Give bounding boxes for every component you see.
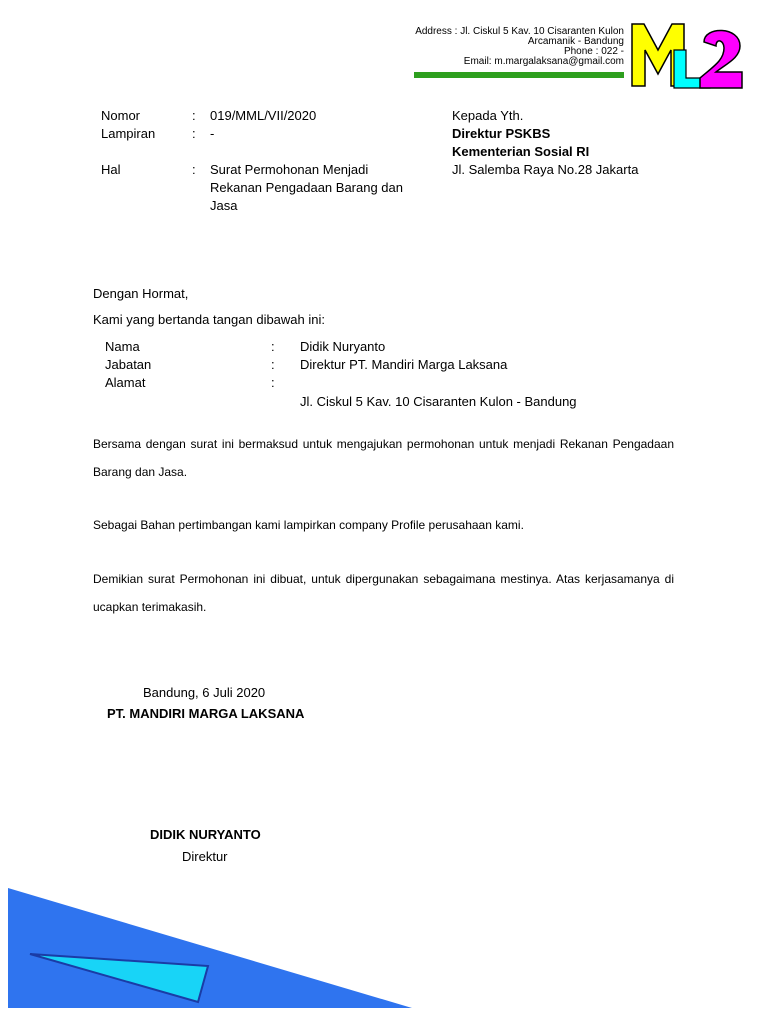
place-date: Bandung, 6 Juli 2020 (143, 685, 266, 700)
lampiran-label: Lampiran (101, 126, 156, 141)
nomor-label: Nomor (101, 108, 141, 123)
paragraph-attachment: Sebagai Bahan pertimbangan kami lampirkan company Profile perusahaan kami. (93, 518, 524, 532)
hal-value-line1: Surat Permohonan Menjadi (210, 162, 369, 177)
nomor-colon: : (192, 108, 196, 123)
letterhead-phone: Phone : 022 - (563, 46, 624, 57)
recipient-address: Jl. Salemba Raya No.28 Jakarta (452, 162, 639, 177)
lampiran-colon: : (192, 126, 196, 141)
letterhead-green-rule (414, 72, 624, 78)
nomor-value: 019/MML/VII/2020 (210, 108, 317, 123)
hal-label: Hal (101, 162, 121, 177)
hal-colon: : (192, 162, 196, 177)
intro-line: Kami yang bertanda tangan dibawah ini: (93, 312, 325, 327)
letterhead-address-line1: Address : Jl. Ciskul 5 Kav. 10 Cisaranten Kulon (415, 26, 624, 37)
footer-decoration (0, 880, 420, 1024)
recipient-institution: Kementerian Sosial RI (452, 144, 590, 159)
company-logo (628, 20, 746, 92)
paragraph-request: Bersama dengan surat ini bermaksud untuk mengajukan permohonan untuk menjadi Rekanan Pengadaan Barang dan Jasa. (93, 437, 674, 479)
recipient-title: Direktur PSKBS (452, 126, 551, 141)
signer-title: Direktur (182, 849, 228, 864)
alamat-label: Alamat (105, 375, 146, 390)
alamat-colon: : (271, 375, 275, 390)
recipient-greeting: Kepada Yth. (452, 108, 524, 123)
nama-label: Nama (105, 339, 140, 354)
signer-name: DIDIK NURYANTO (150, 827, 261, 842)
jabatan-label: Jabatan (105, 357, 152, 372)
lampiran-value: - (210, 126, 215, 141)
letterhead-email: Email: m.margalaksana@gmail.com (463, 56, 624, 67)
letterhead-address-line2: Arcamanik - Bandung (527, 36, 624, 47)
alamat-value: Jl. Ciskul 5 Kav. 10 Cisaranten Kulon - Bandung (300, 394, 577, 409)
jabatan-colon: : (271, 357, 275, 372)
company-name: PT. MANDIRI MARGA LAKSANA (107, 706, 305, 721)
paragraph-closing: Demikian surat Permohonan ini dibuat, untuk dipergunakan sebagaimana mestinya. Atas kerjasamanya di ucapkan terimakasih. (93, 572, 674, 614)
nama-colon: : (271, 339, 275, 354)
nama-value: Didik Nuryanto (300, 339, 386, 354)
greeting: Dengan Hormat, (93, 286, 189, 301)
hal-value-line3: Jasa (210, 198, 238, 213)
hal-value-line2: Rekanan Pengadaan Barang dan (210, 180, 403, 195)
jabatan-value: Direktur PT. Mandiri Marga Laksana (300, 357, 508, 372)
